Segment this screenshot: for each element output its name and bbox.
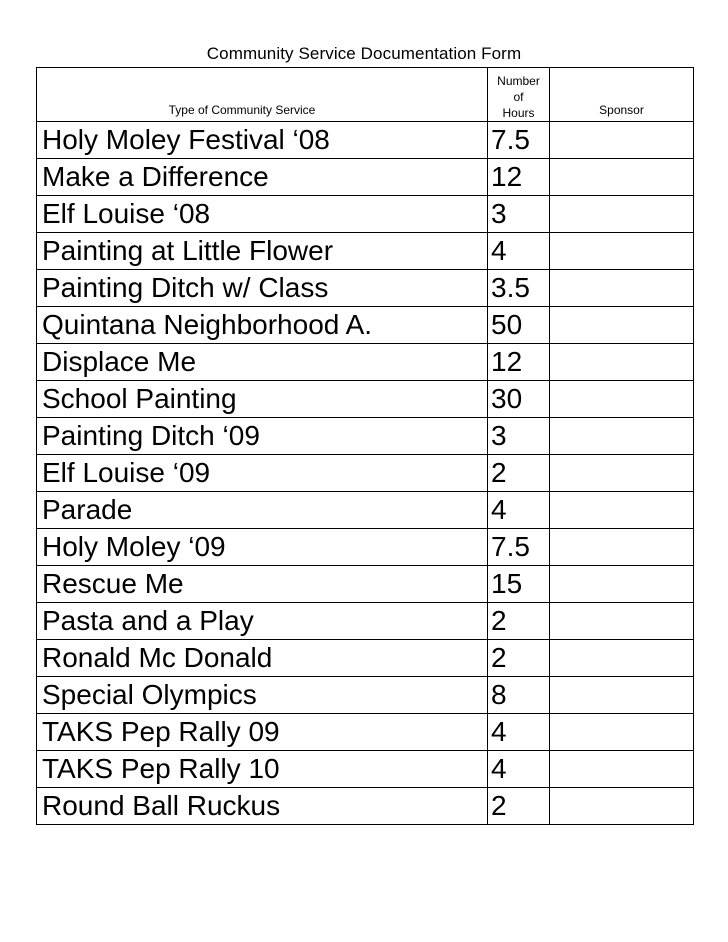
hours-cell: 3.5 xyxy=(488,270,550,307)
sponsor-cell xyxy=(550,233,694,270)
header-hours-line3: Hours xyxy=(502,106,535,120)
table-row xyxy=(37,159,694,196)
activity-cell: Pasta and a Play xyxy=(37,603,488,640)
hours-cell: 12 xyxy=(488,344,550,381)
activity-cell: TAKS Pep Rally 09 xyxy=(37,714,488,751)
hours-cell: 15 xyxy=(488,566,550,603)
table-row xyxy=(37,344,694,381)
header-hours-line2: of xyxy=(513,90,524,104)
header-type-of-service: Type of Community Service xyxy=(37,68,488,122)
sponsor-cell xyxy=(550,603,694,640)
header-row xyxy=(37,68,694,122)
hours-cell: 7.5 xyxy=(488,529,550,566)
sponsor-cell xyxy=(550,344,694,381)
activity-cell: Special Olympics xyxy=(37,677,488,714)
activity-cell: Rescue Me xyxy=(37,566,488,603)
sponsor-cell xyxy=(550,381,694,418)
sponsor-cell xyxy=(550,122,694,159)
sponsor-cell xyxy=(550,751,694,788)
activity-cell: Holy Moley ‘09 xyxy=(37,529,488,566)
hours-cell: 30 xyxy=(488,381,550,418)
activity-cell: Round Ball Ruckus xyxy=(37,788,488,825)
activity-cell: School Painting xyxy=(37,381,488,418)
activity-cell: Elf Louise ‘09 xyxy=(37,455,488,492)
hours-cell: 2 xyxy=(488,603,550,640)
hours-cell: 3 xyxy=(488,418,550,455)
hours-cell: 4 xyxy=(488,751,550,788)
table-row xyxy=(37,418,694,455)
table-row xyxy=(37,603,694,640)
table-row xyxy=(37,233,694,270)
table-row xyxy=(37,307,694,344)
sponsor-cell xyxy=(550,566,694,603)
activity-cell: Holy Moley Festival ‘08 xyxy=(37,122,488,159)
sponsor-cell xyxy=(550,270,694,307)
service-table xyxy=(36,67,694,825)
header-hours-line1: Number xyxy=(497,74,540,88)
hours-cell: 4 xyxy=(488,233,550,270)
sponsor-cell xyxy=(550,492,694,529)
activity-cell: Painting Ditch ‘09 xyxy=(37,418,488,455)
table-row xyxy=(37,455,694,492)
activity-cell: Quintana Neighborhood A. xyxy=(37,307,488,344)
table-row xyxy=(37,751,694,788)
table-row xyxy=(37,381,694,418)
hours-cell: 50 xyxy=(488,307,550,344)
sponsor-cell xyxy=(550,196,694,233)
table-row xyxy=(37,714,694,751)
table-row xyxy=(37,270,694,307)
sponsor-cell xyxy=(550,677,694,714)
hours-cell: 4 xyxy=(488,714,550,751)
sponsor-cell xyxy=(550,307,694,344)
sponsor-cell xyxy=(550,455,694,492)
hours-cell: 3 xyxy=(488,196,550,233)
table-row xyxy=(37,640,694,677)
sponsor-cell xyxy=(550,714,694,751)
table-row xyxy=(37,529,694,566)
activity-cell: Displace Me xyxy=(37,344,488,381)
sponsor-cell xyxy=(550,159,694,196)
header-number-of-hours xyxy=(488,68,550,122)
hours-cell: 2 xyxy=(488,455,550,492)
hours-cell: 12 xyxy=(488,159,550,196)
activity-cell: Ronald Mc Donald xyxy=(37,640,488,677)
activity-cell: Painting Ditch w/ Class xyxy=(37,270,488,307)
table-row xyxy=(37,566,694,603)
hours-cell: 2 xyxy=(488,788,550,825)
hours-cell: 8 xyxy=(488,677,550,714)
activity-cell: Make a Difference xyxy=(37,159,488,196)
table-row xyxy=(37,677,694,714)
hours-cell: 7.5 xyxy=(488,122,550,159)
hours-cell: 2 xyxy=(488,640,550,677)
sponsor-cell xyxy=(550,640,694,677)
activity-cell: Painting at Little Flower xyxy=(37,233,488,270)
sponsor-cell xyxy=(550,418,694,455)
activity-cell: TAKS Pep Rally 10 xyxy=(37,751,488,788)
activity-cell: Elf Louise ‘08 xyxy=(37,196,488,233)
table-row xyxy=(37,122,694,159)
table-body xyxy=(37,122,694,825)
sponsor-cell xyxy=(550,529,694,566)
table-row xyxy=(37,788,694,825)
sponsor-cell xyxy=(550,788,694,825)
form-title: Community Service Documentation Form xyxy=(206,44,522,63)
table-row xyxy=(37,196,694,233)
hours-cell: 4 xyxy=(488,492,550,529)
activity-cell: Parade xyxy=(37,492,488,529)
table-row xyxy=(37,492,694,529)
header-sponsor: Sponsor xyxy=(550,68,694,122)
